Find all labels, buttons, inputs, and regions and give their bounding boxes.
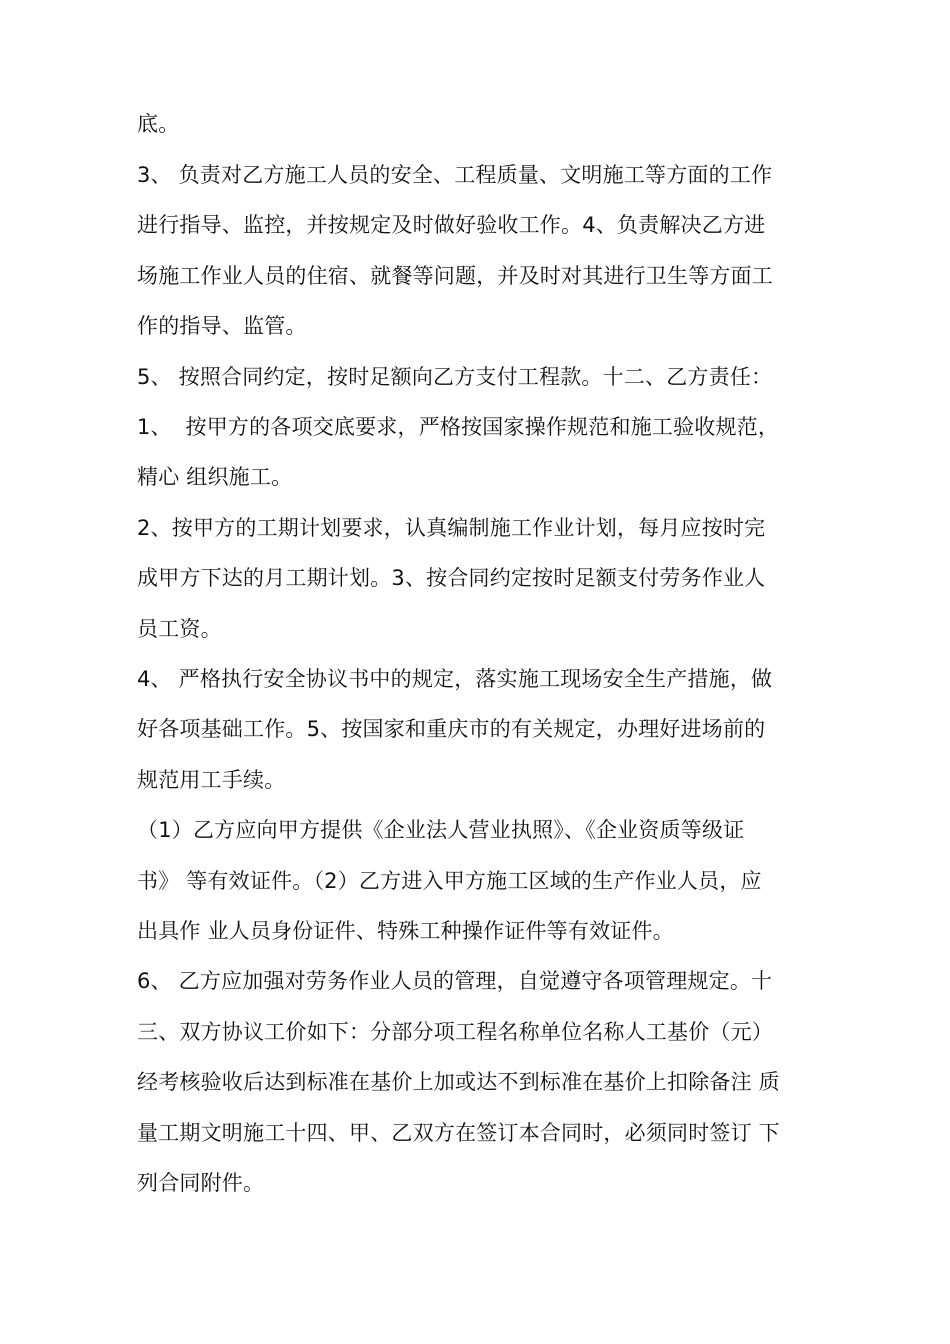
text-line: 员工资。	[137, 617, 222, 641]
text-line: 书》 等有效证件。（2）乙方进入甲方施工区域的生产作业人员，应	[137, 869, 762, 893]
text-line: 列合同附件。	[137, 1171, 265, 1195]
text-line: 好各项基础工作。5、按国家和重庆市的有关规定，办理好进场前的	[137, 717, 766, 741]
text-line: 出具作 业人员身份证件、特殊工种操作证件等有效证件。	[137, 919, 674, 943]
text-line: 作的指导、监管。	[137, 314, 307, 338]
text-line: 精心 组织施工。	[137, 465, 293, 489]
text-line: 规范用工手续。	[137, 768, 286, 792]
text-line: 6、 乙方应加强对劳务作业人员的管理，自觉遵守各项管理规定。十	[137, 969, 773, 993]
text-line: 4、 严格执行安全协议书中的规定，落实施工现场安全生产措施，做	[137, 667, 773, 691]
text-line: 成甲方下达的月工期计划。3、按合同约定按时足额支付劳务作业人	[137, 566, 766, 590]
text-line: 3、 负责对乙方施工人员的安全、工程质量、文明施工等方面的工作	[137, 163, 773, 187]
text-line: 底。	[137, 112, 180, 136]
text-line: 2、按甲方的工期计划要求，认真编制施工作业计划，每月应按时完	[137, 516, 766, 540]
text-line: 5、 按照合同约定，按时足额向乙方支付工程款。十二、乙方责任：	[137, 365, 773, 389]
text-line: 量工期文明施工十四、甲、乙双方在签订本合同时，必须同时签订 下	[137, 1121, 780, 1145]
text-line: 1、 按甲方的各项交底要求，严格按国家操作规范和施工验收规范，	[137, 415, 780, 439]
text-line: （1）乙方应向甲方提供《企业法人营业执照》、《企业资质等级证	[137, 818, 745, 842]
text-line: 场施工作业人员的住宿、就餐等问题，并及时对其进行卫生等方面工	[137, 264, 773, 288]
text-line: 三、双方协议工价如下：分部分项工程名称单位名称人工基价（元）	[137, 1020, 773, 1044]
text-line: 进行指导、监控，并按规定及时做好验收工作。4、负责解决乙方进	[137, 213, 766, 237]
text-line: 经考核验收后达到标准在基价上加或达不到标准在基价上扣除备注 质	[137, 1070, 780, 1094]
